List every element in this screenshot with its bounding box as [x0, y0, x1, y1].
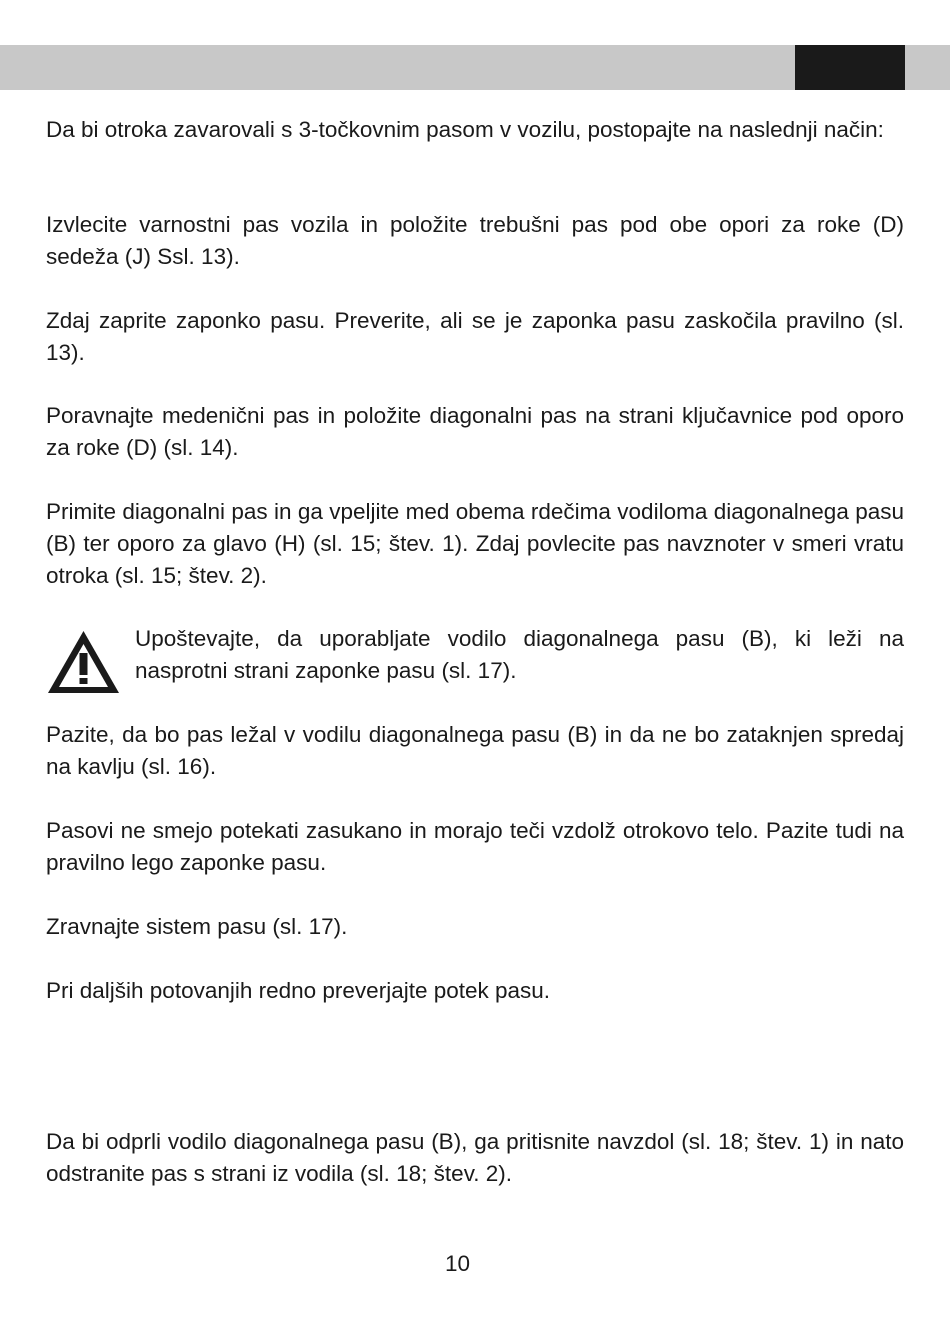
paragraph-tighten: Zravnajte sistem pasu (sl. 17).: [46, 914, 348, 939]
paragraph-close-buckle: Zdaj zaprite zaponko pasu. Preverite, ali se je zaponka pasu zaskočila pravilno (sl. 13).: [46, 308, 904, 365]
paragraph-align-lap-belt: Poravnajte medenični pas in položite diagonalni pas na strani ključavnice pod oporo za roke (D) (sl. 14).: [46, 403, 904, 460]
header-block: [795, 45, 905, 90]
paragraph-intro: Da bi otroka zavarovali s 3-točkovnim pasom v vozilu, postopajte na naslednji način:: [46, 117, 884, 142]
paragraph-pull-belt: Izvlecite varnostni pas vozila in položite trebušni pas pod obe opori za roke (D) sedeža (J) Ssl. 13).: [46, 212, 904, 269]
paragraph-check-guide: Pazite, da bo pas ležal v vodilu diagonalnega pasu (B) in da ne bo zataknjen spredaj na kavlju (sl. 16).: [46, 722, 904, 779]
paragraph-no-twist: Pasovi ne smejo potekati zasukano in morajo teči vzdolž otrokovo telo. Pazite tudi na pravilno lego zaponke pasu.: [46, 818, 904, 875]
paragraph-diagonal-guide: Primite diagonalni pas in ga vpeljite med obema rdečima vodiloma diagonalnega pasu (B) ter oporo za glavo (H) (sl. 15; štev. 1). Zdaj povlecite pas navznoter v smeri vratu otroka (sl. 15; štev. 2).: [46, 499, 904, 588]
page-number: 10: [444, 1251, 471, 1276]
paragraph-check-regularly: Pri daljših potovanjih redno preverjajte potek pasu.: [46, 978, 551, 1003]
paragraph-open-guide: Da bi odprli vodilo diagonalnega pasu (B), ga pritisnite navzdol (sl. 18; štev. 1) in nato odstranite pas s strani iz vodila (sl. 18; štev. 2).: [46, 1129, 904, 1186]
warning-triangle-icon: [46, 629, 121, 695]
warning-text: Upoštevajte, da uporabljate vodilo diagonalnega pasu (B), ki leži na nasprotni strani zaponke pasu (sl. 17).: [135, 626, 904, 683]
warning-notice: [46, 623, 904, 703]
